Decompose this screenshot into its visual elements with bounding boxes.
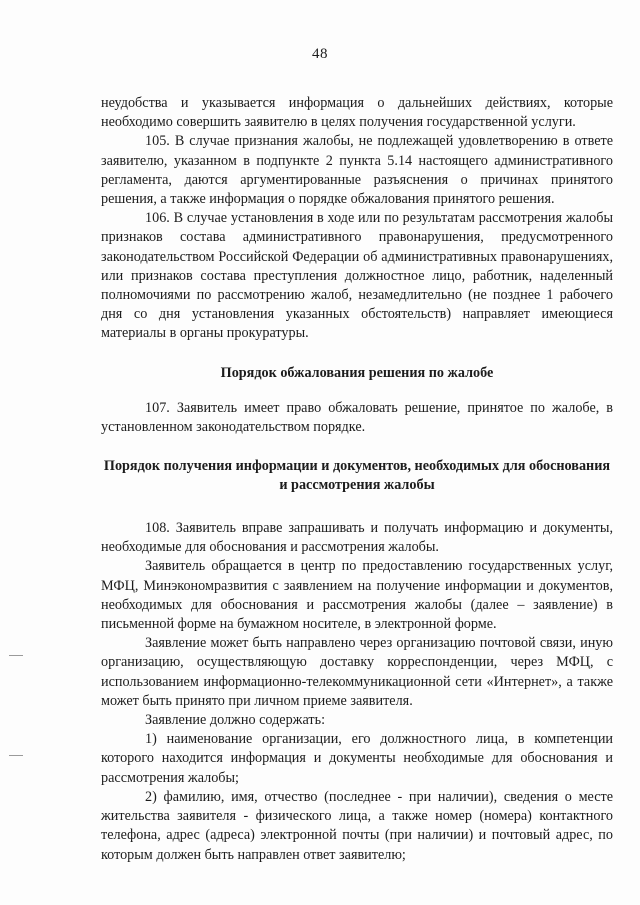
margin-mark [9,655,23,656]
paragraph-106: 106. В случае установления в ходе или по результатам рассмотрения жалобы признаков состава административного правонарушения, предусмотренного законодательством Российской Федерации об административных правонарушениях, или признаков состава преступления должностное лицо, работник, наделенный полномочиями по рассмотрению жалоб, незамедлительно (не позднее 1 рабочего дня со дня установления указанных обстоятельств) направляет имеющиеся материалы в органы прокуратуры. [101,210,613,342]
document-body [101,94,613,865]
paragraph-107: 107. Заявитель имеет право обжаловать решение, принятое по жалобе, в установленном законодательством порядке. [101,399,613,435]
section-heading-information: Порядок получения информации и документов, необходимых для обоснования и рассмотрения жалобы [103,458,611,494]
paragraph-108-application: Заявитель обращается в центр по предоставлению государственных услуг, МФЦ, Минэкономразвития с заявлением на получение информации и документов, необходимых для обоснования и рассмотрения жалобы (далее – заявление) в письменной форме на бумажном носителе, в электронной форме. [101,558,613,633]
spacer [101,495,613,519]
section-heading-appeal: Порядок обжалования решения по жалобе [220,364,494,381]
page-number: 48 [312,46,328,62]
paragraph-108-contents: Заявление должно содержать: [145,712,326,729]
list-item-1: 1) наименование организации, его должностного лица, в компетенции которого находится информация и документы необходимые для обоснования и рассмотрения жалобы; [101,731,613,786]
spacer [101,344,613,364]
spacer [101,383,613,399]
paragraph-continuation: неудобства и указывается информация о дальнейших действиях, которые необходимо совершить заявителю в целях получения государственной услуги. [101,95,613,131]
paragraph-105: 105. В случае признания жалобы, не подлежащей удовлетворению в ответе заявителю, указанном в подпункте 2 пункта 5.14 настоящего административного регламента, даются аргументированные разъяснения о причинах принятого решения, а также информация о порядке обжалования принятого решения. [101,133,613,208]
spacer [101,437,613,457]
margin-mark [9,755,23,756]
paragraph-108: 108. Заявитель вправе запрашивать и получать информацию и документы, необходимые для обоснования и рассмотрения жалобы. [101,520,613,556]
paragraph-108-delivery: Заявление может быть направлено через организацию почтовой связи, иную организацию, осуществляющую доставку корреспонденции, через МФЦ, с использованием информационно-телекоммуникационной сети «Интернет», а также может быть принято при личном приеме заявителя. [101,635,613,709]
list-item-2: 2) фамилию, имя, отчество (последнее - при наличии), сведения о месте жительства заявителя - физического лица, а также номер (номера) контактного телефона, адрес (адреса) электронной почты (при наличии) и почтовый адрес, по которым должен быть направлен ответ заявителю; [101,788,613,863]
